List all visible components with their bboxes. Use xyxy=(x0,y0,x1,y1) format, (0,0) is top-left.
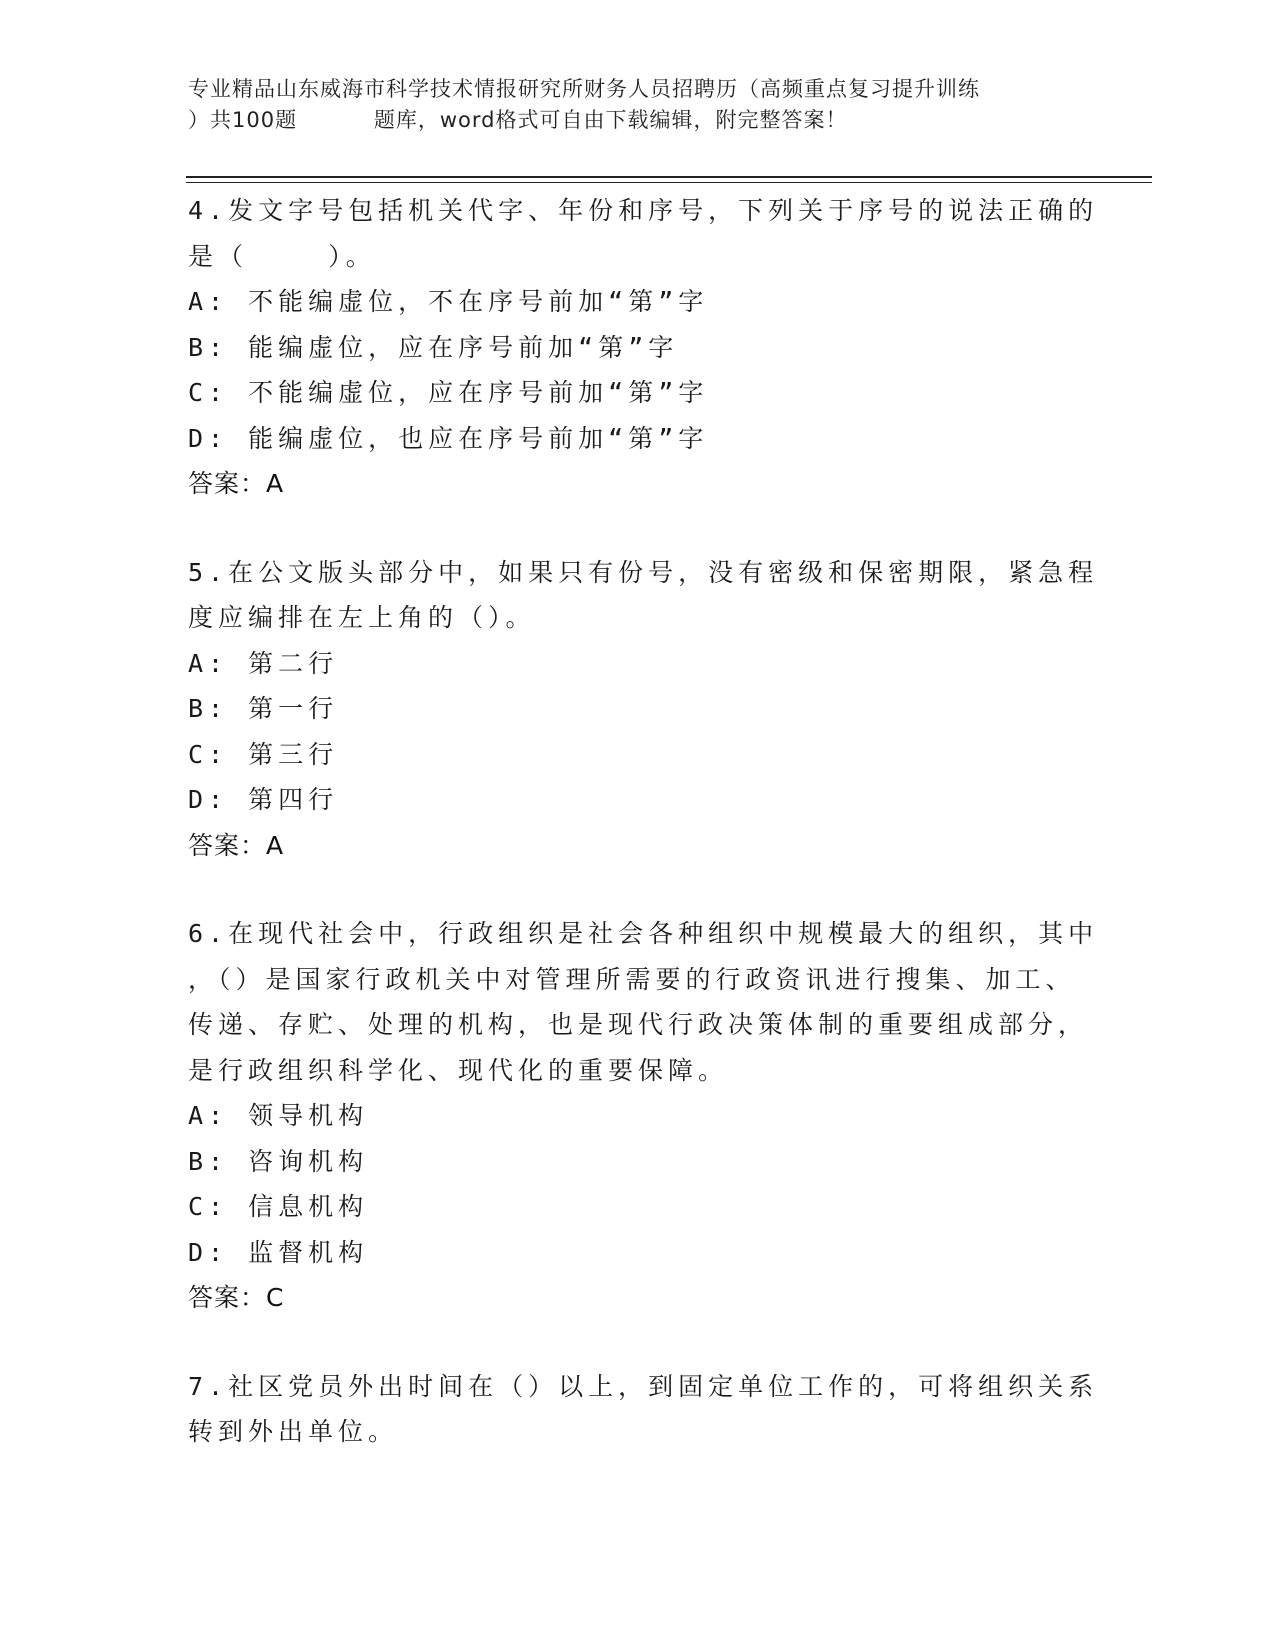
stem-line: ，（）是国家行政机关中对管理所需要的行政资讯进行搜集、加工、 xyxy=(188,964,1076,994)
stem-line: 是行政组织科学化、现代化的重要保障。 xyxy=(188,1055,729,1085)
option-d: D: 监督机构 xyxy=(188,1237,369,1267)
option-c: C: 信息机构 xyxy=(188,1192,369,1221)
answer-line: 答案：A xyxy=(188,469,285,498)
question-list xyxy=(188,188,1099,1455)
option-b: B: 咨询机构 xyxy=(188,1146,369,1176)
stem-line: 7.社区党员外出时间在（）以上，到固定单位工作的，可将组织关系 xyxy=(188,1371,1099,1401)
question-6 xyxy=(188,911,1099,1321)
option-a: A: 不能编虚位，不在序号前加“第”字 xyxy=(188,287,709,316)
option-c: C: 不能编虚位，应在序号前加“第”字 xyxy=(188,378,709,407)
document-header xyxy=(188,74,1088,136)
option-b: B: 第一行 xyxy=(188,694,339,723)
stem-line: 6.在现代社会中，行政组织是社会各种组织中规模最大的组织，其中 xyxy=(188,919,1099,948)
question-5 xyxy=(188,550,1099,869)
answer-line: 答案：C xyxy=(188,1283,285,1312)
stem-line: 转到外出单位。 xyxy=(188,1417,399,1446)
stem-line: 是（ ）。 xyxy=(188,241,376,271)
question-7 xyxy=(188,1364,1099,1455)
stem-line: 4.发文字号包括机关代字、年份和序号，下列关于序号的说法正确的 xyxy=(188,196,1099,225)
option-d: D: 能编虚位，也应在序号前加“第”字 xyxy=(188,423,709,453)
stem-line: 5.在公文版头部分中，如果只有份号，没有密级和保密期限，紧急程 xyxy=(188,557,1099,587)
option-a: A: 领导机构 xyxy=(188,1101,369,1130)
stem-line: 度应编排在左上角的（）。 xyxy=(188,603,536,632)
header-divider-thick xyxy=(186,176,1152,178)
question-4 xyxy=(188,188,1099,507)
option-b: B: 能编虚位，应在序号前加“第”字 xyxy=(188,332,679,362)
header-title-line-2: ）共100题 题库，word格式可自由下载编辑，附完整答案！ xyxy=(188,108,848,132)
answer-line: 答案：A xyxy=(188,830,285,860)
question-stem xyxy=(188,911,1099,1093)
question-stem xyxy=(188,188,1099,279)
option-a: A: 第二行 xyxy=(188,648,339,678)
header-divider-thin xyxy=(186,182,1152,183)
option-d: D: 第四行 xyxy=(188,785,339,814)
question-stem xyxy=(188,550,1099,641)
option-c: C: 第三行 xyxy=(188,739,339,769)
question-stem xyxy=(188,1364,1099,1455)
header-title-line-1: 专业精品山东威海市科学技术情报研究所财务人员招聘历（高频重点复习提升训练 xyxy=(188,77,980,101)
stem-line: 传递、存贮、处理的机构，也是现代行政决策体制的重要组成部分， xyxy=(188,1010,1089,1039)
